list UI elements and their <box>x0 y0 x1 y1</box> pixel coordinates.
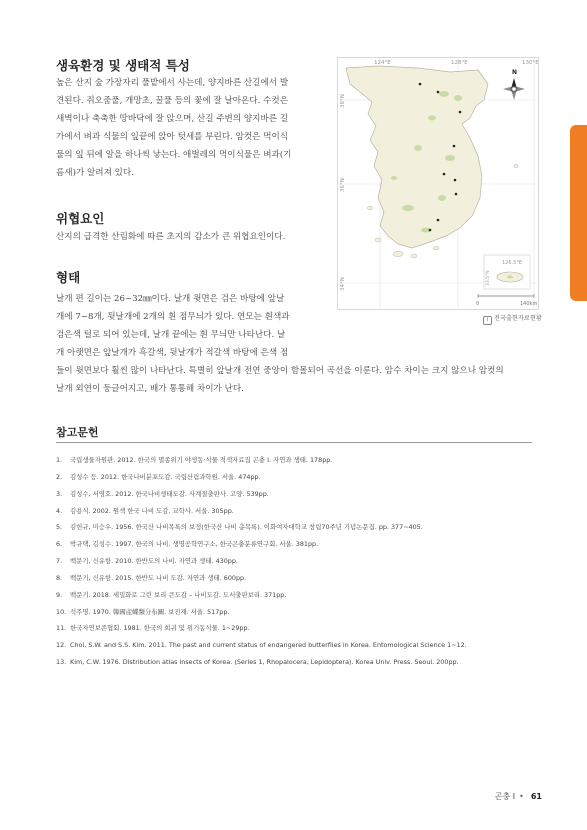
page-number: 61 <box>530 792 542 801</box>
habitat-line: 견된다. 쥐오줌풀, 개망초, 꿀풀 등의 꽃에 잘 날아온다. 수컷은 <box>56 96 289 106</box>
morphology-line: 개에 7~8개, 뒷날개에 2개의 흰 점무늬가 있다. 연모는 흰색과 <box>56 312 290 322</box>
inset-lat-label: 33.5°N <box>486 270 491 286</box>
morphology-line: 들이 윗면보다 훨씬 많이 나타난다. 특별히 앞날개 전연 중앙이 함몰되어 곡선을 이룬다. 암수 차이는 크지 않으나 암컷의 <box>56 366 504 376</box>
lon-label: 130°E <box>522 60 538 66</box>
reference-item: 11. 한국자연보존협회. 1981. 한국의 희귀 및 위기동식물. 1~29pp. <box>56 624 250 633</box>
threat-line: 산지의 급격한 산림화에 따른 초지의 감소가 큰 위협요인이다. <box>56 232 286 242</box>
lon-label: 124°E <box>374 60 391 66</box>
reference-item: 5. 김헌규, 미승우. 1956. 한국산 나비목록의 보정(한국산 나비 총목록). 이화여자대학교 창립70주년 기념논문집. pp. 377~405. <box>56 523 423 532</box>
scale-end: 140km <box>520 301 538 307</box>
threat-title: 위협요인 <box>56 211 105 226</box>
reference-item: 3. 김성수, 서영호. 2012. 한국나비생태도감. 사계절출판사. 고양. 539pp. <box>56 489 269 498</box>
reference-item: 10. 석주명. 1970. 韓國産蝶類分布圖. 보진재. 서울. 517pp. <box>56 607 230 616</box>
distribution-map <box>337 57 539 310</box>
footer-label: 곤충 I <box>494 792 516 801</box>
reference-item: 7. 백문기, 신유항. 2010. 한반도의 나비. 자연과 생태. 430pp. <box>56 557 238 566</box>
map-caption <box>483 313 542 325</box>
reference-item: 6. 박규택, 김성수. 1997. 한국의 나비. 생명공학연구소, 한국곤충분류연구회. 서울. 381pp. <box>56 540 319 549</box>
lon-label: 128°E <box>451 60 468 66</box>
morphology-line: 날개 편 길이는 26~32㎜이다. 날개 윗면은 검은 바탕에 앞날 <box>56 294 285 304</box>
distribution-map-svg <box>338 58 538 309</box>
scale-bar <box>476 294 537 307</box>
references-divider <box>56 442 532 443</box>
reference-item: 2. 김성수 등. 2012. 한국나비분포도감. 국립산림과학원. 서울. 474pp. <box>56 472 261 481</box>
land-mass <box>346 66 488 248</box>
habitat-line: 높은 산지 숲 가장자리 풀밭에서 사는데, 양지바른 산길에서 발 <box>56 78 289 88</box>
reference-item: 4. 김용식. 2002. 원색 한국 나비 도감. 교학사. 서울. 305pp. <box>56 506 234 515</box>
references-list <box>56 452 467 671</box>
lat-label: 34°N <box>340 277 346 291</box>
morphology-line: 날개 외연이 둥글어지고, 배가 통통해 차이가 난다. <box>56 384 244 394</box>
info-icon: i <box>483 316 492 325</box>
habitat-line: 름새)가 알려져 있다. <box>56 168 134 178</box>
reference-item: 8. 백문기, 신유항. 2015. 한반도 나비 도감. 자연과 생태. 600pp. <box>56 573 247 582</box>
habitat-title: 생육환경 및 생태적 특성 <box>56 58 190 73</box>
jeju-inset <box>484 255 530 289</box>
inset-lon-label: 126.5°E <box>502 260 522 266</box>
lat-label: 38°N <box>340 94 346 108</box>
references-title: 참고문헌 <box>56 426 99 439</box>
north-arrow-icon <box>503 69 525 100</box>
reference-item: 9. 백문기. 2018. 세밀화로 그린 보리 큰도감 – 나비도감. 도서출판보리. 371pp. <box>56 590 287 599</box>
lat-label: 36°N <box>340 178 346 192</box>
footer-separator: • <box>519 792 524 801</box>
reference-item: 1. 국립생물자원관. 2012. 한국의 멸종위기 야생동·식물 적색자료집 곤충 I. 자연과 생태. 178pp. <box>56 456 333 464</box>
page-footer <box>495 791 542 802</box>
morphology-line: 검은색 털로 되어 있는데, 날개 끝에는 흰 무늬만 나타난다. 날 <box>56 330 286 340</box>
scale-start: 0 <box>476 301 480 307</box>
map-caption-text: 전국출현자료현황 <box>494 315 542 322</box>
habitat-line: 새벽이나 축축한 땅바닥에 잘 앉으며, 산길 주변의 양지바른 길 <box>56 114 289 124</box>
morphology-title: 형태 <box>56 270 81 285</box>
side-tab-marker <box>570 125 587 301</box>
north-label: N <box>512 69 518 76</box>
habitat-line: 물의 잎 뒤에 알을 하나씩 낳는다. 애벌레의 먹이식물은 벼과(기 <box>56 150 292 160</box>
reference-item: 13. Kim, C.W. 1976. Distribution atlas insects of Korea. (Series 1, Rhopalocera, Lepidoptera). Korea Univ. Press. Seoul. 200pp. <box>56 658 459 667</box>
morphology-line: 개 아랫면은 앞날개가 흑갈색, 뒷날개가 적갈색 바탕에 은색 점 <box>56 348 289 358</box>
reference-item: 12. Choi, S.W. and S.S. Kim. 2011. The past and current status of endangered butterflies in Korea. Entomological Science 1~12. <box>56 641 467 650</box>
habitat-text <box>56 74 291 182</box>
threat-text <box>56 228 285 246</box>
habitat-line: 가에서 벼과 식물의 잎끝에 앉아 텃세를 부린다. 암컷은 먹이식 <box>56 132 289 142</box>
